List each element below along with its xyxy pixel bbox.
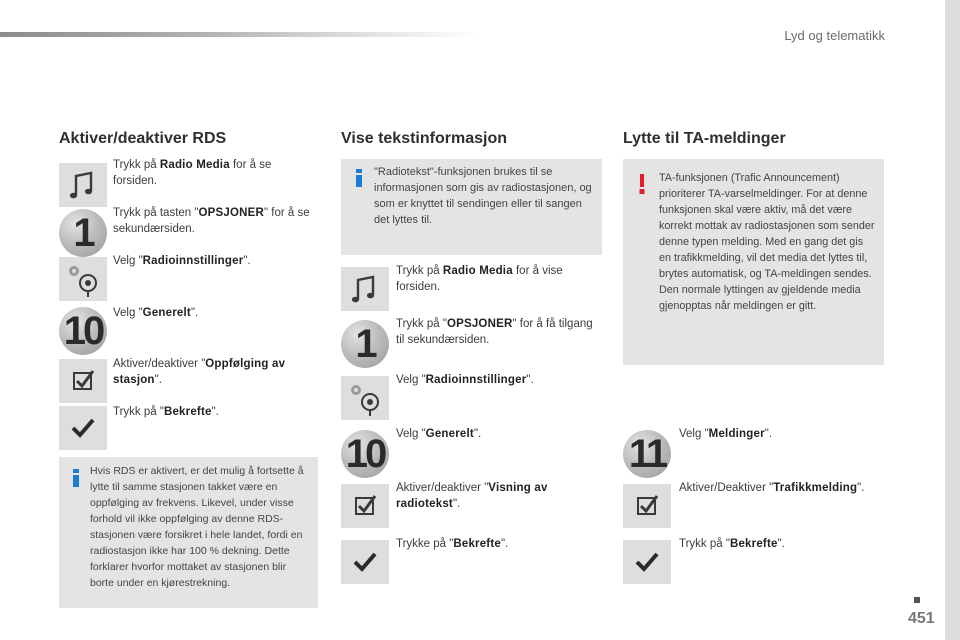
page-marker <box>914 597 920 603</box>
check-icon <box>623 540 671 584</box>
col2-step-5: Aktiver/deaktiver "Visning av radiotekst". <box>396 482 548 510</box>
col2-info-box <box>341 159 602 255</box>
col2-info-text: "Radiotekst"-funksjonen brukes til se informasjonen som gis av radiostasjonen, og som er knyttet til sendingen eller til sangen det lyttes til. <box>374 166 592 226</box>
col1-step-2: Trykk på tasten "OPSJONER" for å se sekundærsiden. <box>113 207 310 235</box>
step-number-1: 1 <box>59 209 107 257</box>
col2-step-4: Velg "Generelt". <box>396 428 482 440</box>
step-number-10: 10 <box>59 307 107 355</box>
check-icon <box>341 540 389 584</box>
page-header-title: Lyd og telematikk <box>784 28 885 43</box>
info-icon <box>356 169 362 187</box>
side-strip <box>945 0 960 640</box>
info-icon <box>73 469 79 487</box>
warning-icon <box>639 174 645 194</box>
col2-step-2: Trykk på "OPSJONER" for å få tilgang til sekundærsiden. <box>396 318 593 346</box>
step-number-11: 11 <box>623 430 671 478</box>
radio-settings-icon <box>59 257 107 301</box>
col3-step-3: Trykk på "Bekrefte". <box>679 538 785 550</box>
col1-step-6: Trykk på "Bekrefte". <box>113 406 219 418</box>
step-number-10: 10 <box>341 430 389 478</box>
col1-step-1: Trykk på Radio Media for å se forsiden. <box>113 159 272 187</box>
radio-settings-icon <box>341 376 389 420</box>
col1-step-3: Velg "Radioinnstillinger". <box>113 255 251 267</box>
col3-step-2: Aktiver/Deaktiver "Trafikkmelding". <box>679 482 865 494</box>
checkbox-icon <box>341 484 389 528</box>
col3-title: Lytte til TA-meldinger <box>623 130 786 147</box>
check-icon <box>59 406 107 450</box>
step-number-1: 1 <box>341 320 389 368</box>
header-rule <box>0 32 480 37</box>
col2-step-1: Trykk på Radio Media for å vise forsiden. <box>396 265 563 293</box>
col2-title: Vise tekstinformasjon <box>341 130 507 147</box>
checkbox-icon <box>59 359 107 403</box>
music-note-icon <box>341 267 389 311</box>
col3-step-1: Velg "Meldinger". <box>679 428 773 440</box>
col1-info-box <box>59 457 318 608</box>
col1-info-text: Hvis RDS er aktivert, er det mulig å fortsette å lytte til samme stasjonen takket være en oppfølging av frekvens. Likevel, under visse forhold vil ikke oppfølging av denne RDS-stasjonen være forsikret i hele landet, fordi en radiostasjon ikke har 100 % dekning. Dette forklarer hvorfor mottaket av stasjonen blir borte under en kjørestrekning. <box>90 465 304 589</box>
col2-step-6: Trykke på "Bekrefte". <box>396 538 509 550</box>
col1-title: Aktiver/deaktiver RDS <box>59 130 227 147</box>
page-number: 451 <box>908 610 935 627</box>
col3-warning-text: TA-funksjonen (Trafic Announcement) prioriterer TA-varselmeldinger. For at denne funksjonen skal være aktiv, må det være korrekt mottak av radiostasjonen som sender denne typen melding. Med en gang det gis en trafikkmelding, vil det media det lyttes til, brytes automatisk, og TA-meldingen sendes. Den normale lyttingen av gjeldende media gjenopptas når meldingen er gitt. <box>659 172 875 312</box>
col1-step-4: Velg "Generelt". <box>113 307 199 319</box>
col2-step-3: Velg "Radioinnstillinger". <box>396 374 534 386</box>
col3-warning-box <box>623 159 884 365</box>
checkbox-icon <box>623 484 671 528</box>
music-note-icon <box>59 163 107 207</box>
col1-step-5: Aktiver/deaktiver "Oppfølging av stasjon". <box>113 358 286 386</box>
